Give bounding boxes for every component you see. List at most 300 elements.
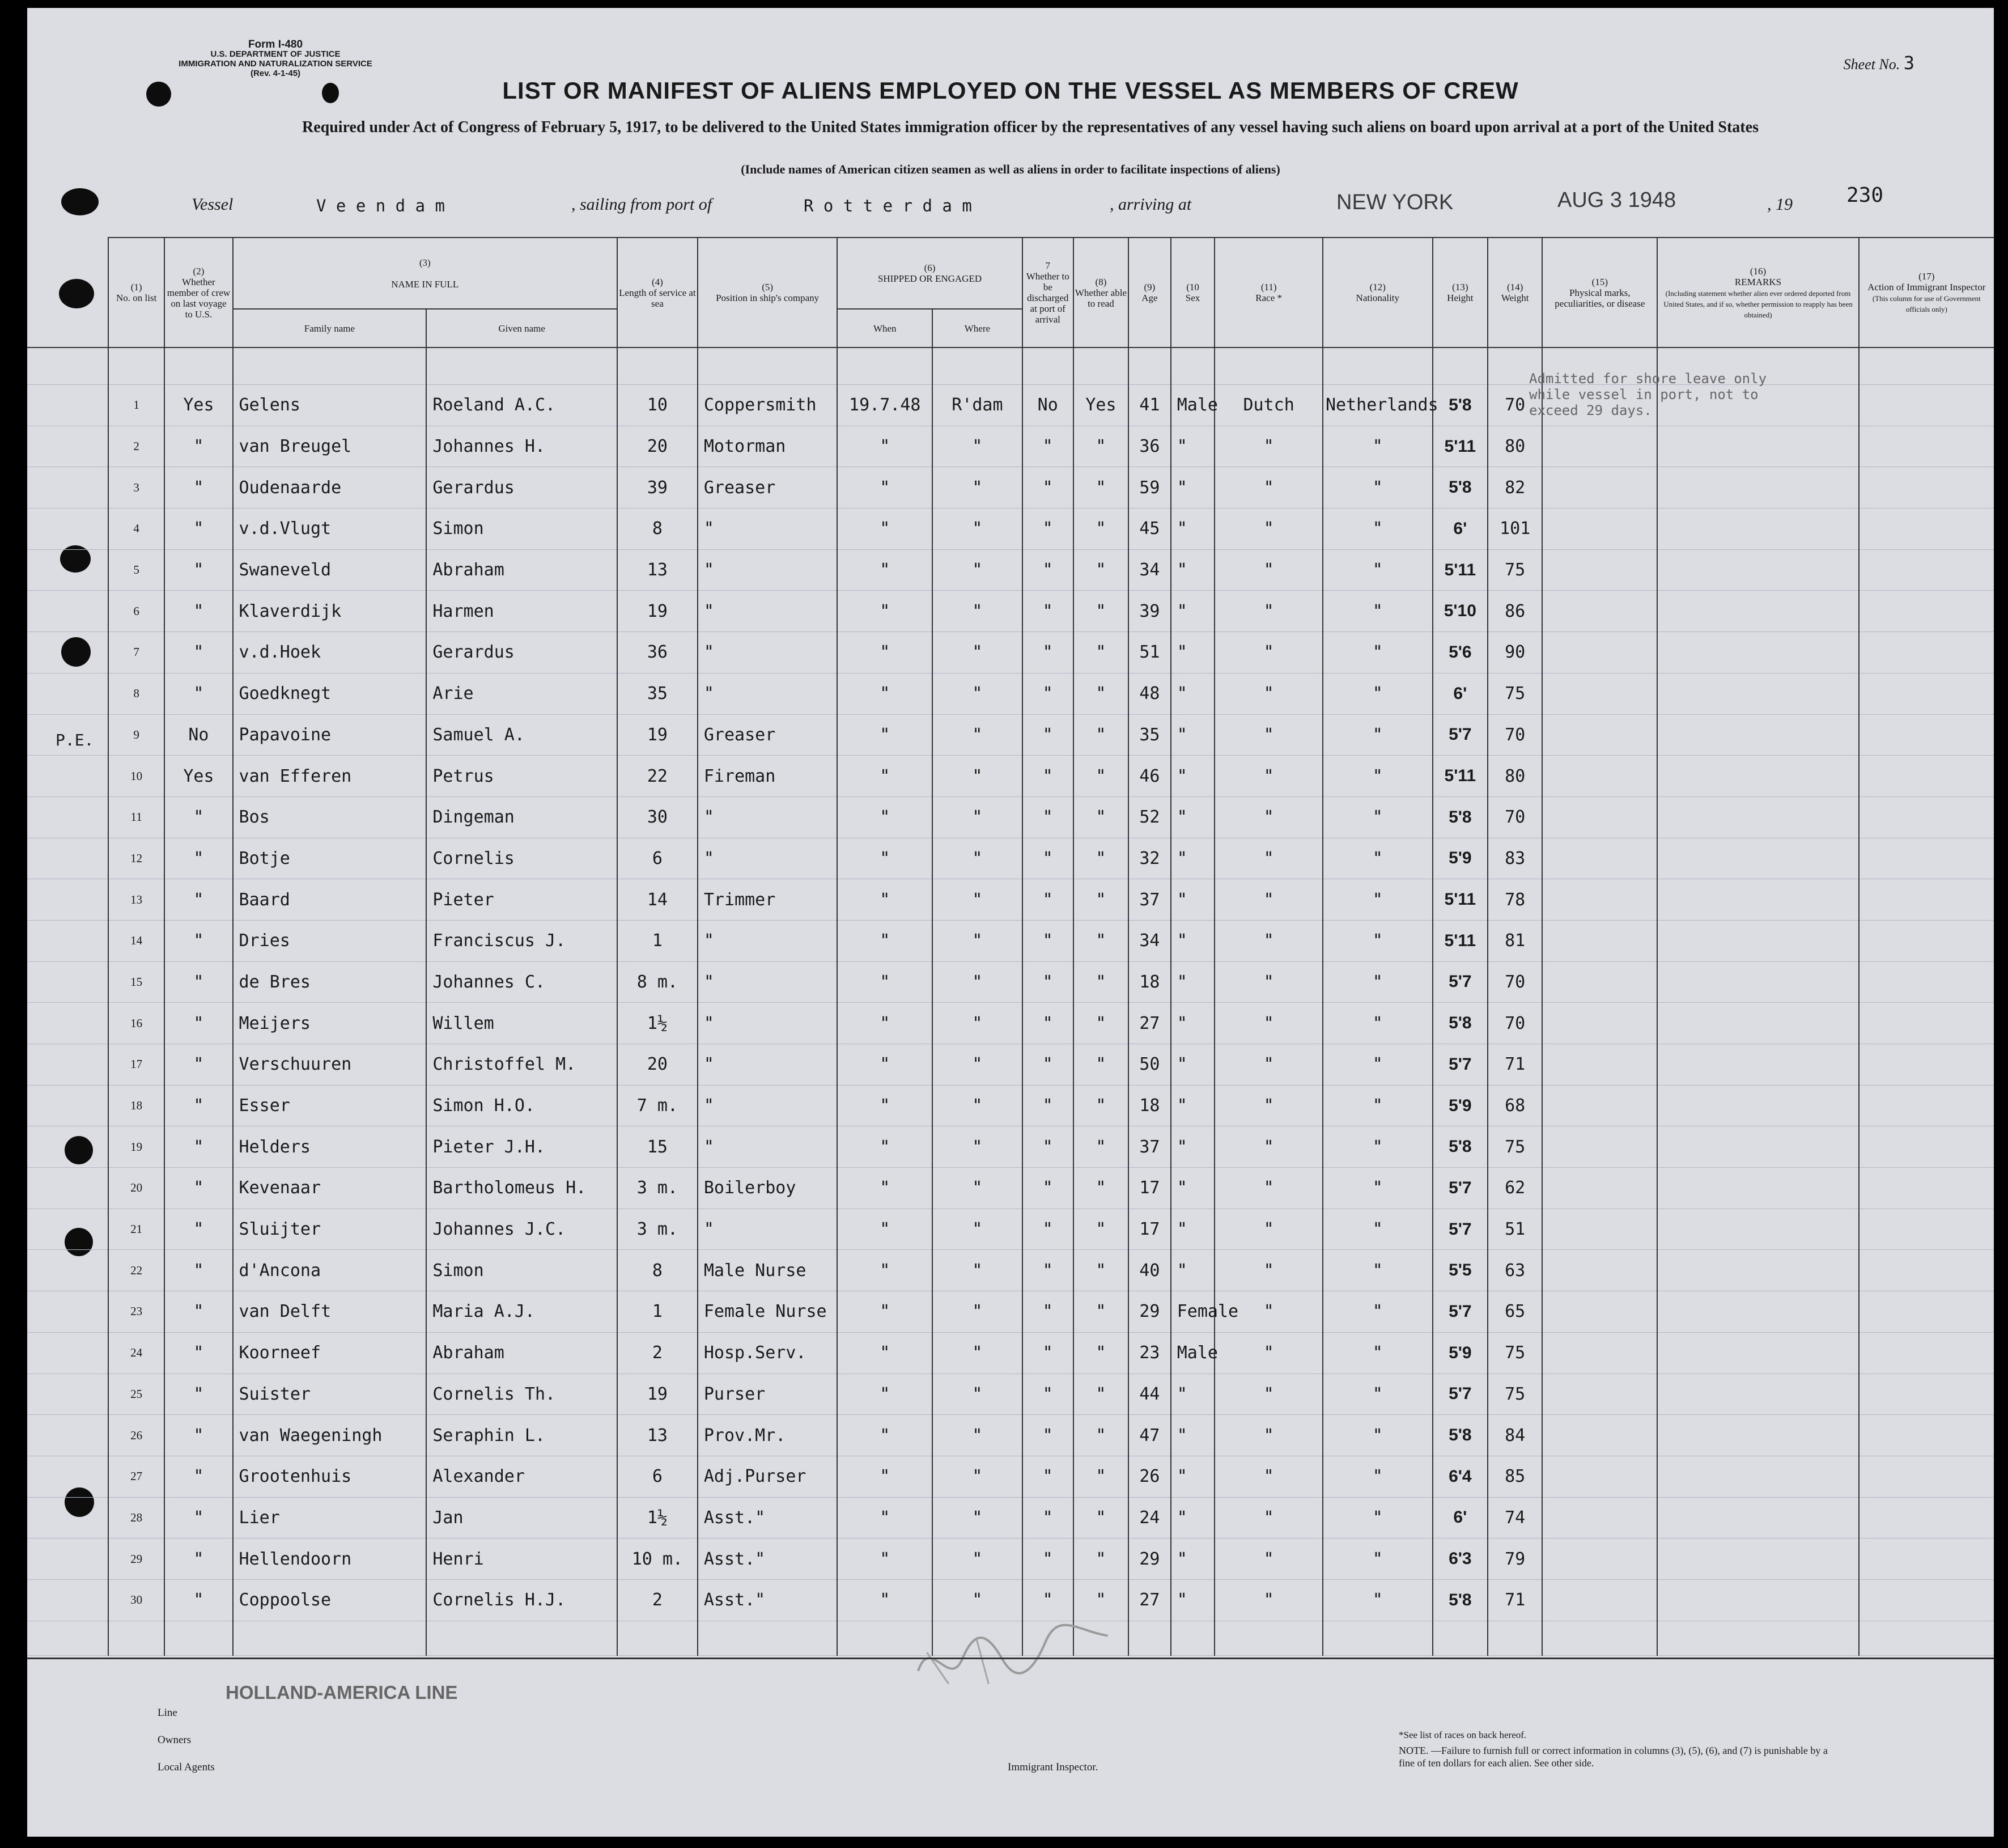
shipped-where-cell: " [932, 1374, 1022, 1415]
nationality-cell: " [1323, 1003, 1433, 1044]
table-row [27, 1044, 1994, 1086]
shipped-when-cell: " [837, 1250, 932, 1291]
given-name-cell: Cornelis H.J. [426, 1579, 617, 1621]
service-cell: 22 [617, 756, 698, 797]
service-cell: 1½ [617, 1003, 698, 1044]
given-name-cell: Cornelis [426, 838, 617, 879]
physical-marks-cell [1542, 1579, 1657, 1621]
position-cell: " [698, 1003, 838, 1044]
age-cell: 34 [1128, 920, 1171, 961]
sex-cell: " [1171, 920, 1215, 961]
age-cell: 26 [1128, 1456, 1171, 1497]
no-cell: 25 [108, 1374, 164, 1415]
crew-last-voyage-cell: " [164, 549, 232, 591]
discharge-cell: " [1022, 508, 1073, 550]
departure-port: R o t t e r d a m [804, 196, 972, 215]
sex-cell: " [1171, 508, 1215, 550]
col-header-discharged: 7 Whether to be discharged at port of arrival [1022, 238, 1073, 347]
nationality-cell: " [1323, 1332, 1433, 1374]
age-cell: 40 [1128, 1250, 1171, 1291]
height-cell: 5'8 [1433, 1579, 1488, 1621]
position-cell: " [698, 1044, 838, 1086]
nationality-cell: Netherlands [1323, 385, 1433, 426]
given-name-cell: Christoffel M. [426, 1044, 617, 1086]
given-name-cell: Willem [426, 1003, 617, 1044]
physical-marks-cell [1542, 1456, 1657, 1497]
weight-cell: 70 [1488, 714, 1542, 756]
margin-cell [27, 838, 108, 879]
shipped-where-cell: " [932, 961, 1022, 1003]
col-header-age: (9) Age [1128, 238, 1171, 347]
discharge-cell: " [1022, 1579, 1073, 1621]
height-cell: 5'8 [1433, 385, 1488, 426]
margin-cell [27, 1579, 108, 1621]
shipped-where-cell: " [932, 508, 1022, 550]
discharge-cell: " [1022, 673, 1073, 714]
inspector-action-cell [1859, 879, 1994, 921]
no-cell: 7 [108, 632, 164, 673]
discharge-cell: " [1022, 756, 1073, 797]
height-cell: 5'7 [1433, 1209, 1488, 1250]
sex-cell: " [1171, 549, 1215, 591]
inspector-action-cell [1859, 1168, 1994, 1209]
able-to-read-cell: " [1073, 838, 1128, 879]
height-cell: 5'7 [1433, 714, 1488, 756]
discharge-cell: " [1022, 1003, 1073, 1044]
family-name-cell: Verschuuren [233, 1044, 427, 1086]
age-cell: 17 [1128, 1168, 1171, 1209]
physical-marks-cell [1542, 920, 1657, 961]
given-name-cell: Simon [426, 508, 617, 550]
sheet-number-value: 3 [1903, 52, 1914, 74]
race-cell: " [1215, 1085, 1323, 1126]
remarks-cell [1657, 673, 1858, 714]
able-to-read-cell: " [1073, 1579, 1128, 1621]
col-header-given-name: Given name [426, 309, 617, 347]
table-row [27, 1497, 1994, 1538]
given-name-cell: Seraphin L. [426, 1415, 617, 1456]
nationality-cell: " [1323, 426, 1433, 467]
given-name-cell: Johannes C. [426, 961, 617, 1003]
position-cell: Coppersmith [698, 385, 838, 426]
height-cell: 5'6 [1433, 632, 1488, 673]
race-cell: " [1215, 426, 1323, 467]
no-cell: 6 [108, 591, 164, 632]
age-cell: 35 [1128, 714, 1171, 756]
crew-last-voyage-cell: " [164, 467, 232, 508]
weight-cell: 81 [1488, 920, 1542, 961]
position-cell: " [698, 1085, 838, 1126]
given-name-cell: Gerardus [426, 467, 617, 508]
crew-last-voyage-cell: " [164, 1209, 232, 1250]
family-name-cell: Botje [233, 838, 427, 879]
shipped-where-cell: " [932, 1497, 1022, 1538]
crew-last-voyage-cell: " [164, 1497, 232, 1538]
inspector-action-cell [1859, 591, 1994, 632]
col-header-remarks: (16) REMARKS (Including statement whether alien ever ordered deported from United States, and if so, whether permission to reapply has been obtained) [1657, 238, 1858, 347]
weight-cell: 84 [1488, 1415, 1542, 1456]
race-cell: " [1215, 632, 1323, 673]
remarks-cell [1657, 1497, 1858, 1538]
race-cell: " [1215, 1168, 1323, 1209]
arrival-port-stamp: NEW YORK [1336, 190, 1454, 214]
family-name-cell: van Breugel [233, 426, 427, 467]
crew-last-voyage-cell: " [164, 1044, 232, 1086]
remarks-cell [1657, 1291, 1858, 1333]
inspector-action-cell [1859, 467, 1994, 508]
physical-marks-cell [1542, 1209, 1657, 1250]
sex-cell: Male [1171, 385, 1215, 426]
col-header-crew-last-voyage: (2) Whether member of crew on last voyage to U.S. [164, 238, 232, 347]
no-cell: 11 [108, 796, 164, 838]
position-cell: " [698, 508, 838, 550]
able-to-read-cell: " [1073, 796, 1128, 838]
col-header-where: Where [932, 309, 1022, 347]
shipped-where-cell: " [932, 1085, 1022, 1126]
remarks-cell [1657, 1456, 1858, 1497]
able-to-read-cell: " [1073, 508, 1128, 550]
discharge-cell: " [1022, 549, 1073, 591]
family-name-cell: Helders [233, 1126, 427, 1168]
inspector-action-cell [1859, 1415, 1994, 1456]
inspector-action-cell [1859, 1085, 1994, 1126]
physical-marks-cell [1542, 1291, 1657, 1333]
table-row [27, 1168, 1994, 1209]
race-cell: " [1215, 1044, 1323, 1086]
margin-cell [27, 508, 108, 550]
service-cell: 7 m. [617, 1085, 698, 1126]
position-cell: Greaser [698, 714, 838, 756]
height-cell: 5'8 [1433, 1126, 1488, 1168]
col-header-nationality: (12) Nationality [1323, 238, 1433, 347]
height-cell: 5'11 [1433, 549, 1488, 591]
margin-cell [27, 1209, 108, 1250]
no-cell: 23 [108, 1291, 164, 1333]
race-cell: " [1215, 1415, 1323, 1456]
position-cell: " [698, 632, 838, 673]
given-name-cell: Johannes H. [426, 426, 617, 467]
col-header-no: (1) No. on list [108, 238, 164, 347]
given-name-cell: Jan [426, 1497, 617, 1538]
family-name-cell: van Efferen [233, 756, 427, 797]
discharge-cell: " [1022, 1044, 1073, 1086]
service-cell: 8 m. [617, 961, 698, 1003]
height-cell: 5'7 [1433, 1291, 1488, 1333]
sex-cell: " [1171, 467, 1215, 508]
sex-cell: " [1171, 1497, 1215, 1538]
position-cell: " [698, 1126, 838, 1168]
shipped-when-cell: " [837, 1168, 932, 1209]
position-cell: " [698, 796, 838, 838]
race-cell: " [1215, 508, 1323, 550]
family-name-cell: Sluijter [233, 1209, 427, 1250]
discharge-cell: " [1022, 1374, 1073, 1415]
col-header-able-to-read: (8) Whether able to read [1073, 238, 1128, 347]
physical-marks-cell [1542, 1415, 1657, 1456]
margin-cell [27, 1415, 108, 1456]
position-cell: Asst." [698, 1497, 838, 1538]
margin-cell [27, 385, 108, 426]
given-name-cell: Pieter [426, 879, 617, 921]
inspector-action-cell [1859, 756, 1994, 797]
line-label: Line [158, 1707, 177, 1719]
table-row [27, 796, 1994, 838]
service-cell: 8 [617, 508, 698, 550]
family-name-cell: Goedknegt [233, 673, 427, 714]
crew-last-voyage-cell: No [164, 714, 232, 756]
height-cell: 5'9 [1433, 1085, 1488, 1126]
nationality-cell: " [1323, 1209, 1433, 1250]
position-cell: Trimmer [698, 879, 838, 921]
given-name-cell: Franciscus J. [426, 920, 617, 961]
family-name-cell: Grootenhuis [233, 1456, 427, 1497]
position-cell: " [698, 1209, 838, 1250]
height-cell: 5'11 [1433, 879, 1488, 921]
table-row [27, 879, 1994, 921]
shipped-when-cell: " [837, 1579, 932, 1621]
shipped-where-cell: " [932, 1291, 1022, 1333]
shore-leave-remark: Admitted for shore leave only while vessel in port, not to exceed 29 days. [1529, 371, 1767, 418]
weight-cell: 86 [1488, 591, 1542, 632]
shipped-when-cell: " [837, 961, 932, 1003]
crew-last-voyage-cell: " [164, 632, 232, 673]
weight-cell: 90 [1488, 632, 1542, 673]
given-name-cell: Simon H.O. [426, 1085, 617, 1126]
service-cell: 39 [617, 467, 698, 508]
margin-cell [27, 1168, 108, 1209]
given-name-cell: Alexander [426, 1456, 617, 1497]
service-cell: 6 [617, 1456, 698, 1497]
race-cell: " [1215, 1579, 1323, 1621]
remarks-cell [1657, 1250, 1858, 1291]
crew-last-voyage-cell: " [164, 1168, 232, 1209]
margin-cell [27, 632, 108, 673]
position-cell: Greaser [698, 467, 838, 508]
discharge-cell: " [1022, 1250, 1073, 1291]
age-cell: 46 [1128, 756, 1171, 797]
race-cell: " [1215, 1332, 1323, 1374]
margin-cell [27, 1332, 108, 1374]
no-cell: 3 [108, 467, 164, 508]
nationality-cell: " [1323, 1374, 1433, 1415]
family-name-cell: Coppoolse [233, 1579, 427, 1621]
able-to-read-cell: " [1073, 961, 1128, 1003]
inspector-action-cell [1859, 796, 1994, 838]
year-label: , 19 [1767, 195, 1793, 214]
nationality-cell: " [1323, 1456, 1433, 1497]
given-name-cell: Pieter J.H. [426, 1126, 617, 1168]
service-cell: 19 [617, 714, 698, 756]
height-cell: 5'5 [1433, 1250, 1488, 1291]
margin-cell [27, 1538, 108, 1580]
table-row [27, 1538, 1994, 1580]
race-cell: " [1215, 467, 1323, 508]
no-cell: 8 [108, 673, 164, 714]
no-cell: 2 [108, 426, 164, 467]
race-cell: " [1215, 1003, 1323, 1044]
service-cell: 19 [617, 591, 698, 632]
shipped-where-cell: " [932, 1415, 1022, 1456]
service-cell: 13 [617, 1415, 698, 1456]
document-subtitle: Required under Act of Congress of February 5, 1917, to be delivered to the United States immigration officer by the representatives of any vessel having such aliens on board upon arrival at a port of the United States [302, 118, 1759, 136]
inspector-action-cell [1859, 426, 1994, 467]
discharge-cell: " [1022, 1209, 1073, 1250]
position-cell: Prov.Mr. [698, 1415, 838, 1456]
position-cell: " [698, 673, 838, 714]
discharge-cell: " [1022, 1126, 1073, 1168]
shipped-when-cell: " [837, 1291, 932, 1333]
shipped-when-cell: " [837, 714, 932, 756]
discharge-cell: " [1022, 1538, 1073, 1580]
crew-last-voyage-cell: " [164, 920, 232, 961]
discharge-cell: " [1022, 1168, 1073, 1209]
family-name-cell: van Waegeningh [233, 1415, 427, 1456]
nationality-cell: " [1323, 1579, 1433, 1621]
shipped-when-cell: " [837, 1415, 932, 1456]
physical-marks-cell [1542, 1085, 1657, 1126]
no-cell: 15 [108, 961, 164, 1003]
crew-last-voyage-cell: " [164, 961, 232, 1003]
race-cell: " [1215, 1374, 1323, 1415]
race-cell: " [1215, 1209, 1323, 1250]
shipped-when-cell: " [837, 920, 932, 961]
discharge-cell: " [1022, 714, 1073, 756]
discharge-cell: " [1022, 796, 1073, 838]
inspector-action-cell [1859, 714, 1994, 756]
race-cell: " [1215, 549, 1323, 591]
race-cell: Dutch [1215, 385, 1323, 426]
age-cell: 23 [1128, 1332, 1171, 1374]
sex-cell: " [1171, 879, 1215, 921]
nationality-cell: " [1323, 756, 1433, 797]
able-to-read-cell: " [1073, 1497, 1128, 1538]
margin-cell [27, 549, 108, 591]
height-cell: 5'8 [1433, 1415, 1488, 1456]
weight-cell: 68 [1488, 1085, 1542, 1126]
page-stamp-number: 230 [1846, 184, 1884, 207]
service-cell: 1½ [617, 1497, 698, 1538]
remarks-cell [1657, 920, 1858, 961]
position-cell: Asst." [698, 1538, 838, 1580]
crew-last-voyage-cell: " [164, 426, 232, 467]
margin-cell [27, 1126, 108, 1168]
able-to-read-cell: " [1073, 549, 1128, 591]
shipped-when-cell: " [837, 1003, 932, 1044]
margin-cell [27, 1497, 108, 1538]
age-cell: 44 [1128, 1374, 1171, 1415]
remarks-cell [1657, 591, 1858, 632]
shipped-where-cell: " [932, 467, 1022, 508]
family-name-cell: Kevenaar [233, 1168, 427, 1209]
given-name-cell: Abraham [426, 549, 617, 591]
nationality-cell: " [1323, 1538, 1433, 1580]
no-cell: 5 [108, 549, 164, 591]
inspector-action-cell [1859, 961, 1994, 1003]
family-name-cell: de Bres [233, 961, 427, 1003]
crew-last-voyage-cell: " [164, 1579, 232, 1621]
height-cell: 5'11 [1433, 426, 1488, 467]
table-row [27, 1374, 1994, 1415]
remarks-cell [1657, 1538, 1858, 1580]
position-cell: Purser [698, 1374, 838, 1415]
family-name-cell: Swaneveld [233, 549, 427, 591]
service-cell: 19 [617, 1374, 698, 1415]
service-cell: 10 m. [617, 1538, 698, 1580]
position-cell: " [698, 549, 838, 591]
age-cell: 27 [1128, 1579, 1171, 1621]
age-cell: 32 [1128, 838, 1171, 879]
shipped-where-cell: " [932, 673, 1022, 714]
shipped-where-cell: R'dam [932, 385, 1022, 426]
physical-marks-cell [1542, 714, 1657, 756]
able-to-read-cell: " [1073, 426, 1128, 467]
shipped-where-cell: " [932, 1168, 1022, 1209]
service-cell: 20 [617, 1044, 698, 1086]
sex-cell: " [1171, 673, 1215, 714]
able-to-read-cell: " [1073, 714, 1128, 756]
nationality-cell: " [1323, 879, 1433, 921]
remarks-cell [1657, 426, 1858, 467]
margin-cell [27, 591, 108, 632]
family-name-cell: Suister [233, 1374, 427, 1415]
shipped-where-cell: " [932, 879, 1022, 921]
family-name-cell: d'Ancona [233, 1250, 427, 1291]
height-cell: 6' [1433, 508, 1488, 550]
age-cell: 37 [1128, 1126, 1171, 1168]
crew-last-voyage-cell: " [164, 1415, 232, 1456]
race-cell: " [1215, 1538, 1323, 1580]
remarks-cell [1657, 1374, 1858, 1415]
local-agents-label: Local Agents [158, 1761, 215, 1773]
able-to-read-cell: " [1073, 1003, 1128, 1044]
penalty-note: NOTE. —Failure to furnish full or correct information in columns (3), (5), (6), and (7) is punishable by a fine of ten dollars for each alien. See other side. [1399, 1745, 1828, 1769]
physical-marks-cell [1542, 756, 1657, 797]
physical-marks-cell [1542, 838, 1657, 879]
inspector-action-cell [1859, 673, 1994, 714]
physical-marks-cell [1542, 961, 1657, 1003]
nationality-cell: " [1323, 591, 1433, 632]
inspector-action-cell [1859, 385, 1994, 426]
no-cell: 16 [108, 1003, 164, 1044]
age-cell: 52 [1128, 796, 1171, 838]
age-cell: 17 [1128, 1209, 1171, 1250]
shipped-when-cell: " [837, 1085, 932, 1126]
sex-cell: " [1171, 796, 1215, 838]
shipped-when-cell: 19.7.48 [837, 385, 932, 426]
no-cell: 1 [108, 385, 164, 426]
crew-last-voyage-cell: " [164, 508, 232, 550]
able-to-read-cell: " [1073, 1044, 1128, 1086]
height-cell: 6' [1433, 673, 1488, 714]
no-cell: 29 [108, 1538, 164, 1580]
inspector-action-cell [1859, 549, 1994, 591]
shipped-where-cell: " [932, 1003, 1022, 1044]
height-cell: 5'8 [1433, 1003, 1488, 1044]
physical-marks-cell [1542, 796, 1657, 838]
physical-marks-cell [1542, 1168, 1657, 1209]
race-cell: " [1215, 796, 1323, 838]
sex-cell: " [1171, 961, 1215, 1003]
table-row [27, 1291, 1994, 1333]
discharge-cell: " [1022, 961, 1073, 1003]
service-cell: 3 m. [617, 1168, 698, 1209]
physical-marks-cell [1542, 508, 1657, 550]
weight-cell: 51 [1488, 1209, 1542, 1250]
crew-last-voyage-cell: " [164, 1374, 232, 1415]
crew-last-voyage-cell: " [164, 796, 232, 838]
shipped-when-cell: " [837, 1209, 932, 1250]
sex-cell: " [1171, 1250, 1215, 1291]
